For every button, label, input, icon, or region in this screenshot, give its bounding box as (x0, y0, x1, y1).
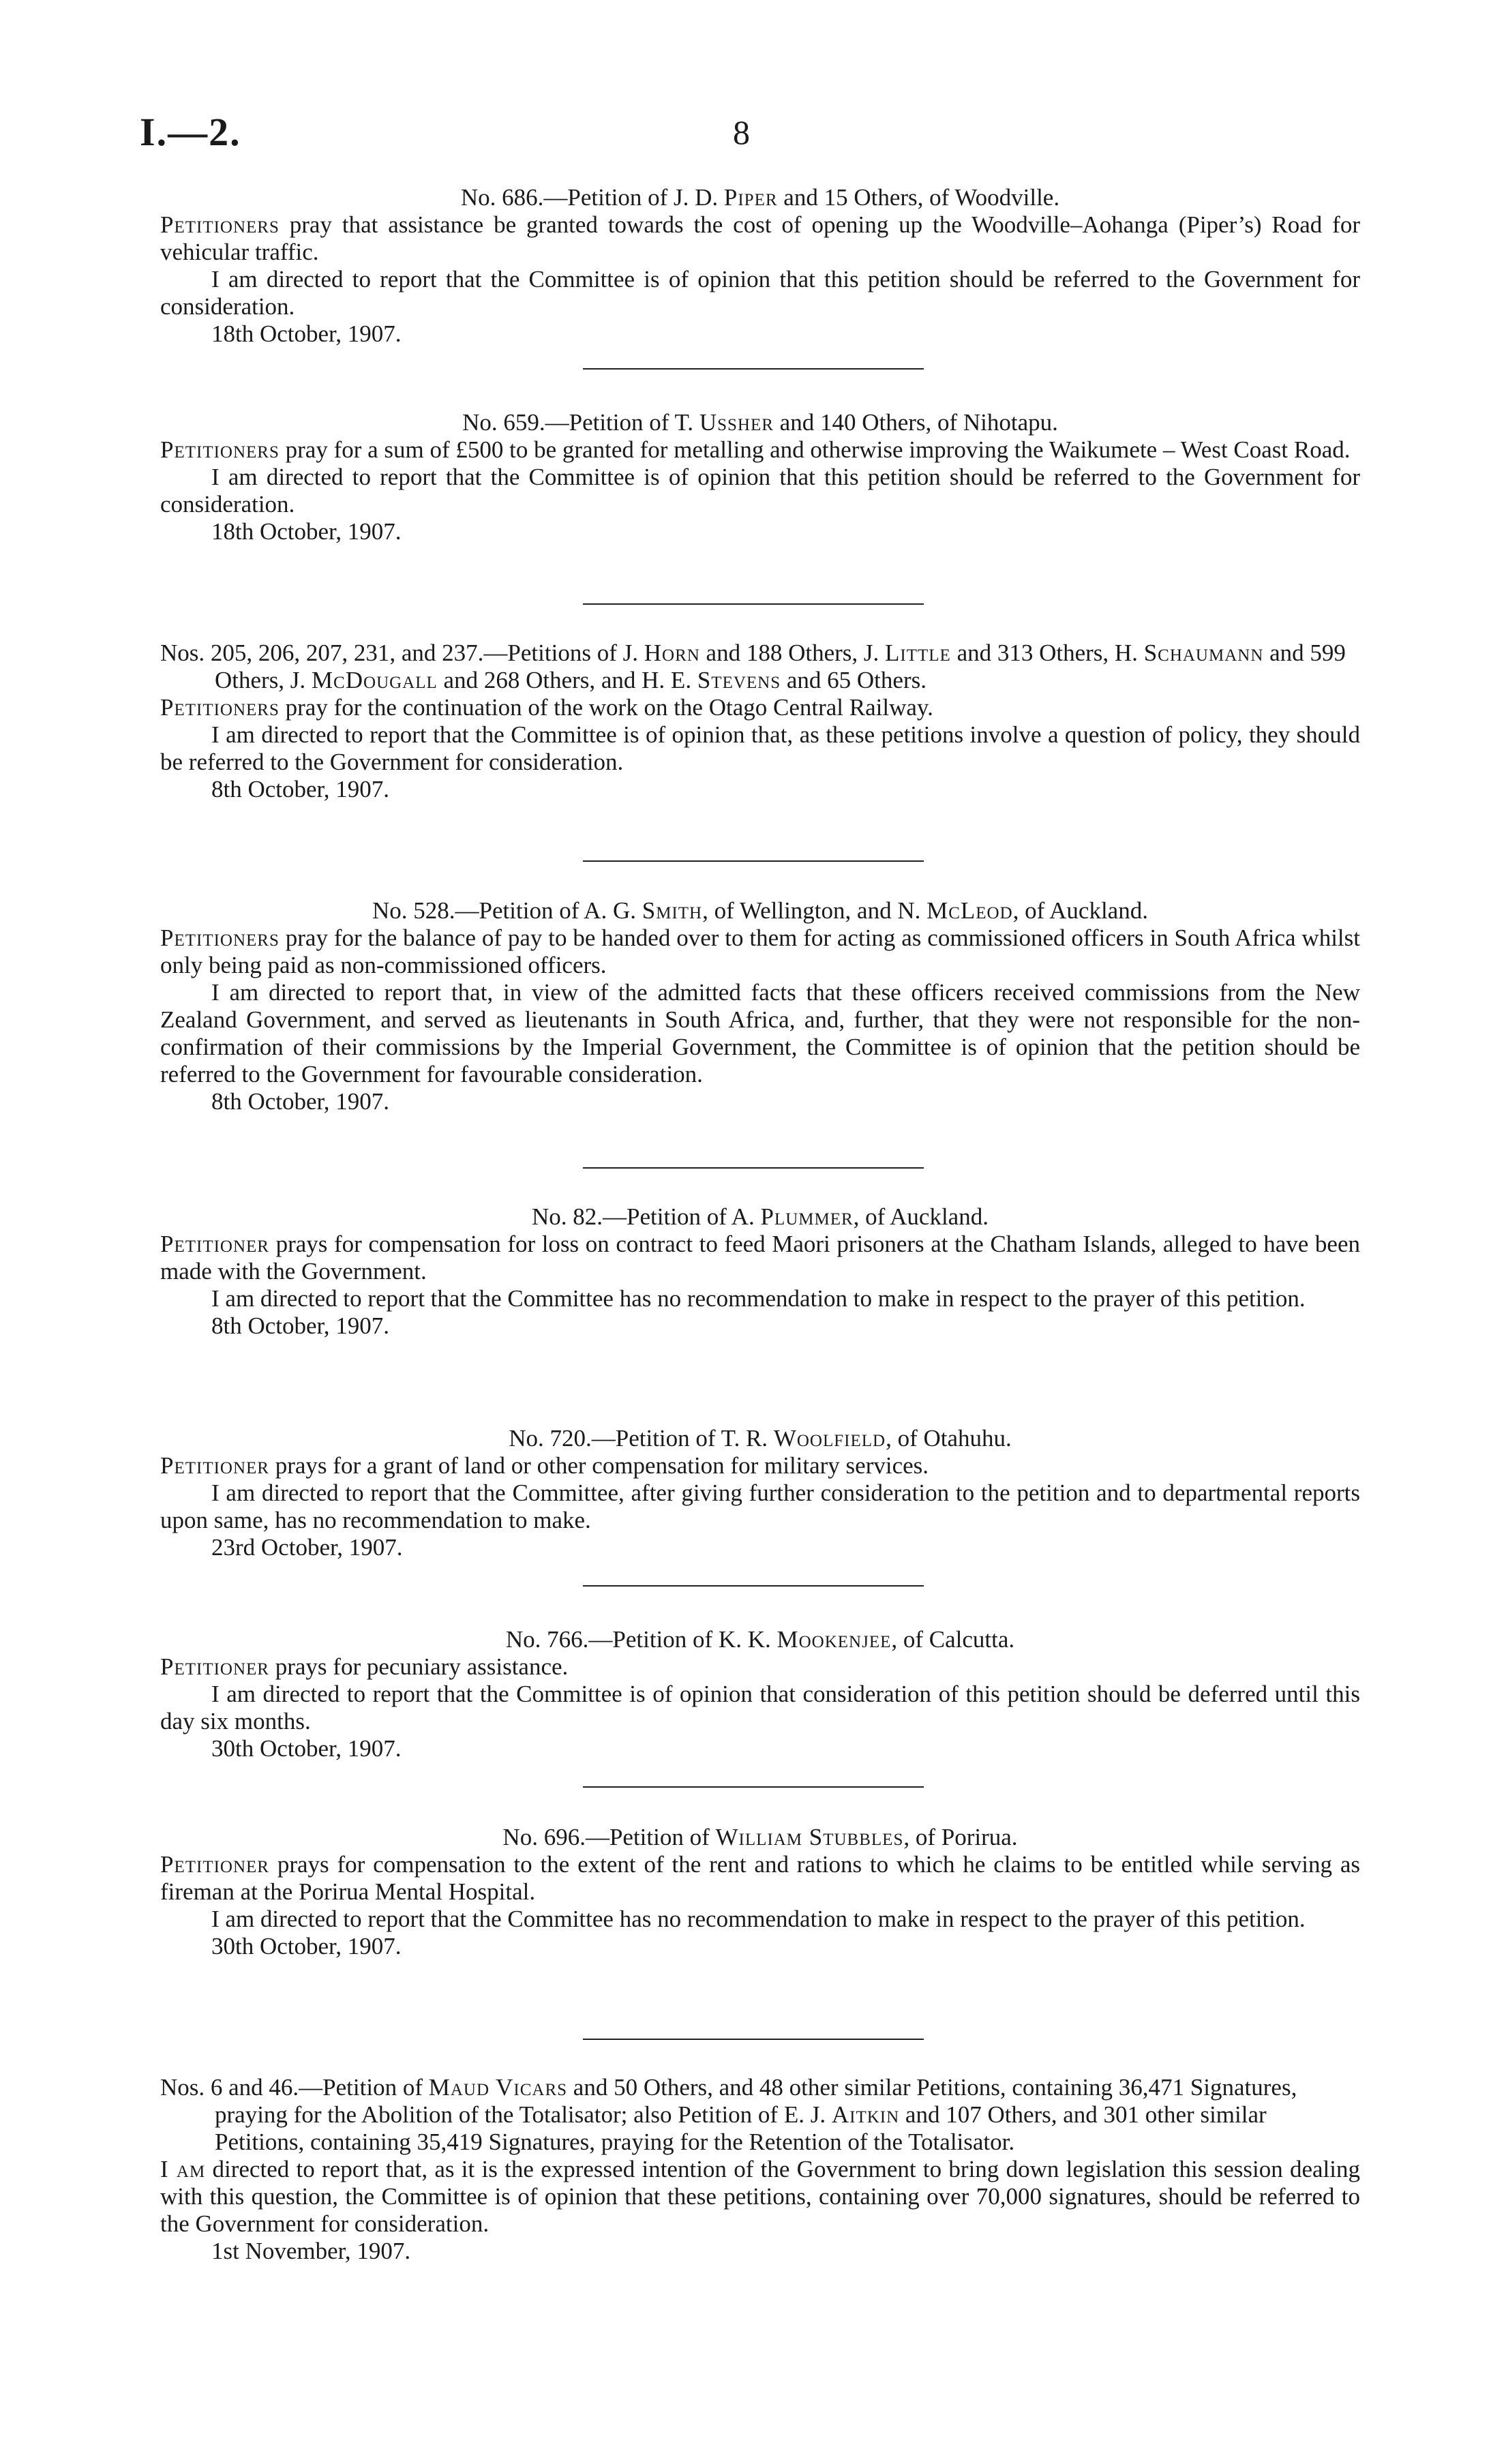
petitioner-name: Schaumann (1143, 640, 1264, 666)
prayer-text: pray for the balance of pay to be handed over to them for acting as commissioned officers in South Africa whilst only being paid as non-commissioned officers. (160, 925, 1360, 978)
section-divider (583, 860, 924, 862)
prayer-lead: Petitioners (160, 694, 280, 721)
report-date: 23rd October, 1907. (211, 1534, 403, 1561)
prayer-text: pray for the continuation of the work on the Otago Central Railway. (279, 694, 933, 721)
prayer-text: prays for a grant of land or other compensation for military services. (269, 1452, 929, 1479)
petition-prayer (160, 925, 1360, 979)
title-part: and 65 Others. (781, 667, 927, 693)
section-divider (583, 1167, 924, 1169)
petition-entry-82 (160, 1203, 1360, 1340)
prayer-lead: Petitioners (160, 436, 280, 463)
petition-origin: , of Calcutta. (891, 1626, 1015, 1653)
petitioner-name: Ussher (699, 409, 774, 436)
report-lead: I am (160, 2156, 206, 2182)
petition-prayer (160, 1851, 1360, 1906)
prayer-lead: Petitioner (160, 1452, 269, 1479)
section-divider (583, 368, 924, 370)
petitioner-name: Mookenjee (777, 1626, 892, 1653)
petitioner-name: Aitkin (831, 2101, 900, 2128)
petition-title (160, 897, 1360, 925)
petition-prayer (160, 1452, 1360, 1479)
petitioner-name: Woolfield (773, 1425, 886, 1452)
petition-number: No. 720.—Petition of T. R. (509, 1425, 774, 1452)
prayer-text: prays for pecuniary assistance. (269, 1653, 569, 1680)
committee-report: I am directed to report that the Committee is of opinion that this petition should be referred to the Government for consideration. (160, 266, 1360, 320)
petition-origin: and 140 Others, of Nihotapu. (773, 409, 1058, 436)
petition-title (160, 640, 1360, 694)
petition-prayer (160, 694, 1360, 721)
report-date: 8th October, 1907. (211, 776, 390, 802)
petition-number: No. 696.—Petition of (502, 1824, 716, 1850)
prayer-lead: Petitioners (160, 925, 280, 951)
committee-report: I am directed to report that the Committee is of opinion that consideration of this petition should be deferred until this day six months. (160, 1681, 1360, 1734)
section-divider (583, 1585, 924, 1587)
petition-entry-6-46 (160, 2074, 1360, 2265)
petition-prayer (160, 211, 1360, 266)
petition-number: No. 82.—Petition of A. (532, 1203, 761, 1230)
title-part: No. 528.—Petition of A. G. (372, 897, 642, 924)
petition-title (160, 184, 1360, 211)
petitioner-name: Little (885, 640, 951, 666)
petitioner-name: Plummer (760, 1203, 854, 1230)
petitioner-name: William Stubbles (715, 1824, 904, 1850)
petitioner-name: Smith (642, 897, 703, 924)
title-part: Nos. 6 and 46.—Petition of (160, 2074, 429, 2101)
report-date: 8th October, 1907. (211, 1088, 390, 1115)
title-part: and 268 Others, and H. E. (437, 667, 697, 693)
petition-entry-696 (160, 1824, 1360, 1960)
report-text: directed to report that, as it is the expressed intention of the Government to bring down legislation this session dealing with this question, the Committee is of opinion that these petitions, containing over 70,000 signatures, should be referred to the Government for consideration. (160, 2156, 1360, 2237)
committee-report: I am directed to report that the Committee is of opinion that, as these petitions involve a question of policy, they should be referred to the Government for consideration. (160, 721, 1360, 775)
prayer-lead: Petitioner (160, 1851, 269, 1878)
committee-report: I am directed to report that the Committee is of opinion that this petition should be referred to the Government for consideration. (160, 464, 1360, 517)
title-part: , of Auckland. (1012, 897, 1148, 924)
prayer-text: pray for a sum of £500 to be granted for metalling and otherwise improving the Waikumete – West Coast Road. (279, 436, 1351, 463)
petition-entry-659 (160, 409, 1360, 545)
page-number: 8 (733, 113, 750, 151)
section-divider (583, 1786, 924, 1788)
document-reference: I.—2. (140, 110, 241, 154)
petition-title (160, 409, 1360, 436)
petition-number: No. 686.—Petition of J. D. (460, 184, 724, 211)
petitioner-name: Stevens (697, 667, 781, 693)
title-part: and 313 Others, H. (950, 640, 1144, 666)
committee-report: I am directed to report that the Committee, after giving further consideration to the petition and to departmental reports upon same, has no recommendation to make. (160, 1479, 1360, 1533)
petition-title (160, 2074, 1360, 2156)
petition-prayer (160, 1231, 1360, 1285)
committee-report: I am directed to report that the Committee has no recommendation to make in respect to the prayer of this petition. (211, 1906, 1306, 1932)
committee-report: I am directed to report that, in view of the admitted facts that these officers received commissions from the New Zealand Government, and served as lieutenants in South Africa, and, further, that they were not responsible for the non-confirmation of their commissions by the Imperial Government, the Committee is of opinion that the petition should be referred to the Government for favourable consideration. (160, 979, 1360, 1087)
prayer-text: prays for compensation for loss on contract to feed Maori prisoners at the Chatham Islands, alleged to have been made with the Government. (160, 1231, 1360, 1284)
petition-origin: and 15 Others, of Woodville. (777, 184, 1060, 211)
report-date: 8th October, 1907. (211, 1312, 390, 1339)
title-part: and 50 Others, and 48 other similar Petitions, containing 36,471 Signatures, praying for the Abolition of the Totalisator; also Petition of E. J. (215, 2074, 1297, 2128)
petitioner-name: Maud Vicars (428, 2074, 568, 2101)
petition-title (160, 1203, 1360, 1231)
section-divider (583, 603, 924, 605)
report-date: 30th October, 1907. (211, 1735, 402, 1762)
petition-title (160, 1425, 1360, 1452)
title-part: and 107 Others, and 301 other similar Petitions, containing 35,419 Signatures, praying for the Retention of the Totalisator. (215, 2101, 1267, 2155)
petition-title (160, 1824, 1360, 1851)
title-part: , of Wellington, and N. (702, 897, 927, 924)
report-date: 18th October, 1907. (211, 518, 402, 545)
petition-number: No. 659.—Petition of T. (462, 409, 699, 436)
petition-prayer (160, 1653, 1360, 1681)
petition-prayer (160, 436, 1360, 464)
prayer-text: prays for compensation to the extent of the rent and rations to which he claims to be entitled while serving as fireman at the Porirua Mental Hospital. (160, 1851, 1360, 1905)
petition-entry-686 (160, 184, 1360, 348)
petition-entry-766 (160, 1626, 1360, 1762)
petition-entry-720 (160, 1425, 1360, 1561)
petition-origin: , of Otahuhu. (886, 1425, 1012, 1452)
petition-origin: , of Auckland. (853, 1203, 989, 1230)
petition-entry-528 (160, 897, 1360, 1115)
petition-origin: , of Porirua. (903, 1824, 1018, 1850)
title-part: and 188 Others, J. (699, 640, 886, 666)
petitioner-name: McDougall (311, 667, 438, 693)
prayer-lead: Petitioner (160, 1653, 269, 1680)
petitioner-name: Horn (644, 640, 700, 666)
report-date: 18th October, 1907. (211, 320, 402, 347)
prayer-lead: Petitioner (160, 1231, 269, 1257)
committee-report: I am directed to report that the Committee has no recommendation to make in respect to the prayer of this petition. (211, 1285, 1306, 1312)
petition-number: No. 766.—Petition of K. K. (505, 1626, 777, 1653)
petition-entry-205 (160, 640, 1360, 803)
title-part: and 599 Others, J. (215, 640, 1346, 693)
petitioner-name: Piper (723, 184, 778, 211)
committee-report (160, 2156, 1360, 2238)
prayer-text: pray that assistance be granted towards the cost of opening up the Woodville–Aohanga (Piper’s) Road for vehicular traffic. (160, 211, 1360, 265)
report-date: 1st November, 1907. (211, 2238, 411, 2264)
section-divider (583, 2039, 924, 2040)
petition-title (160, 1626, 1360, 1653)
petitioner-name: McLeod (927, 897, 1013, 924)
title-part: Nos. 205, 206, 207, 231, and 237.—Petitions of J. (160, 640, 644, 666)
prayer-lead: Petitioners (160, 211, 280, 238)
report-date: 30th October, 1907. (211, 1933, 402, 1959)
